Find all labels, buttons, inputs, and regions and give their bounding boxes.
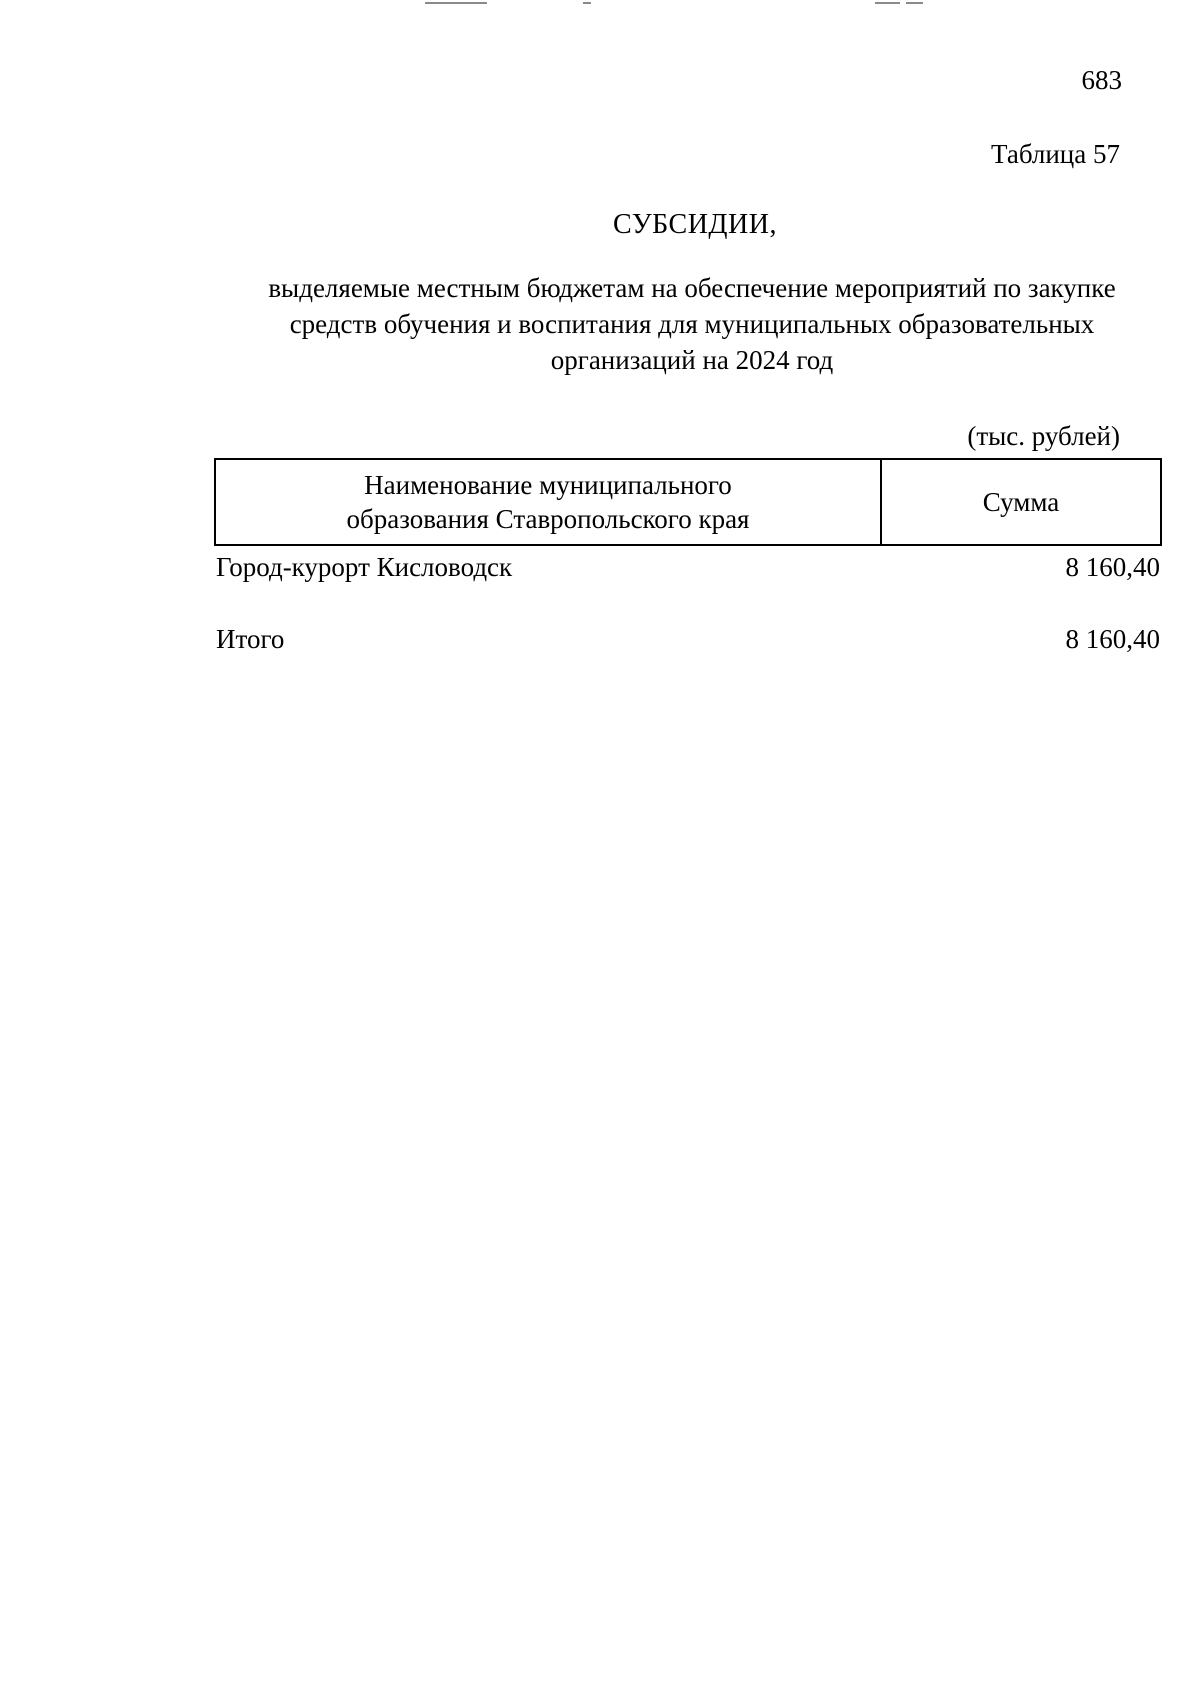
- scan-mark: [425, 2, 487, 4]
- subtitle-line: организаций на 2024 год: [550, 345, 834, 375]
- subtitle-line: средств обучения и воспитания для муниципальных образовательных: [289, 309, 1095, 339]
- table-header: [214, 458, 1162, 546]
- scan-mark: [583, 2, 591, 4]
- row-municipality-name: Город-курорт Кисловодск: [216, 552, 513, 582]
- header-municipality: [216, 460, 882, 544]
- total-row: [216, 623, 1160, 655]
- scan-mark: [875, 2, 900, 4]
- row-sum-value: 8 160,40: [1065, 552, 1160, 582]
- page-number: 683: [1081, 65, 1122, 95]
- table-label: Таблица 57: [991, 139, 1120, 169]
- header-municipality-line: Наименование муниципального: [364, 470, 732, 500]
- scan-artifacts: [0, 0, 1200, 8]
- document-subtitle: [214, 270, 1170, 378]
- table-row: [216, 551, 1160, 583]
- units-label: (тыс. рублей): [967, 421, 1120, 451]
- header-municipality-line: образования Ставропольского края: [346, 504, 750, 534]
- total-label: Итого: [216, 624, 285, 654]
- total-sum-value: 8 160,40: [1065, 624, 1160, 654]
- subtitle-line: выделяемые местным бюджетам на обеспечение мероприятий по закупке: [268, 273, 1116, 303]
- document-title: СУБСИДИИ,: [613, 209, 777, 240]
- scan-mark: [906, 2, 923, 4]
- header-sum: Сумма: [982, 487, 1060, 517]
